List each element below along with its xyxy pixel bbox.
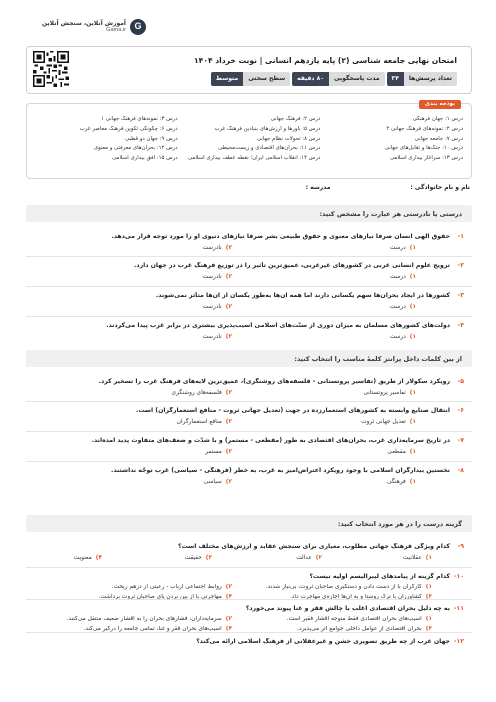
option-text: تعدیل جهانی ثروت xyxy=(361,419,406,425)
answer-option[interactable] xyxy=(42,616,232,623)
option-number: ۱) xyxy=(409,304,416,310)
topic-item: درس ۸: تحولات نظام جهانی xyxy=(256,135,321,142)
answer-option[interactable] xyxy=(202,304,232,311)
question-number: ۹- xyxy=(457,543,464,550)
question-text: ترویج علوم انسانی غربی در کشورهای غیرغربی، عمیق‌ترین تأثیر را در توزیع فرهنگ غرب در جهان دارد. xyxy=(134,262,450,269)
topic-item: درس ۵: باورها و ارزش‌های بنیادین فرهنگ غرب xyxy=(214,125,321,132)
answer-option[interactable] xyxy=(363,390,416,397)
option-text: معنویت xyxy=(73,555,92,561)
topic-item: درس ۱۵: افق بیداری اسلامی xyxy=(112,155,178,161)
question-text: کدام گزینه از پیامدهای لیبرالیسم اولیه نیست؟ xyxy=(309,573,450,580)
option-number: ۲) xyxy=(225,274,232,280)
answer-option[interactable] xyxy=(296,555,322,562)
question-divider xyxy=(26,567,472,568)
option-number: ۱) xyxy=(409,334,416,340)
question-divider xyxy=(26,256,472,257)
answer-option[interactable] xyxy=(42,584,232,591)
stat-value: ۳۴ xyxy=(387,72,404,86)
question-divider xyxy=(26,461,472,462)
answer-option[interactable] xyxy=(242,616,432,623)
option-text: تفاسیر پروتستانی xyxy=(363,390,406,396)
topics-box xyxy=(26,103,472,179)
answer-option[interactable] xyxy=(387,449,416,456)
option-number: ۲) xyxy=(315,555,322,561)
question-text: دولت‌های کشورهای مسلمان به میزان دوری از سنّت‌های اسلامی آسیب‌پذیری بیشتری در برابر غرب پیدا می‌کردند. xyxy=(106,322,450,329)
option-number: ۲) xyxy=(225,390,232,396)
option-text: درست xyxy=(389,274,406,280)
section-title: درستی یا نادرستی هر عبارت را مشخص کنید: xyxy=(26,205,472,222)
student-name-label: نام و نام خانوادگی : xyxy=(410,184,470,191)
question-text: به چه دلیل بحران اقتصادی اغلب با چالش فقر و غنا پیوند می‌خورد؟ xyxy=(245,605,450,612)
question-number: ۱۲- xyxy=(453,638,464,645)
topic-item: درس ۱۱: بحران‌های اقتصادی و زیست‌محیطی xyxy=(218,145,321,152)
stat-label: مدت پاسخگویی xyxy=(329,72,385,86)
question-number: ۶- xyxy=(457,407,464,414)
option-number: ۲) xyxy=(225,449,232,455)
site-branding xyxy=(42,20,126,34)
option-number: ۲) xyxy=(225,419,232,425)
question-number: ۴- xyxy=(457,322,464,329)
answer-option[interactable] xyxy=(172,390,232,397)
answer-option[interactable] xyxy=(403,555,432,562)
question-number: ۲- xyxy=(457,262,464,269)
question-text: نخستین بیدارگران اسلامی با وجود رویکرد اعتراض‌آمیز به غرب، به خطر (فرهنگی - سیاسی) غرب توجّه نداشتند. xyxy=(111,467,450,474)
question-number: ۸- xyxy=(457,467,464,474)
school-label: مدرسه : xyxy=(305,184,331,191)
option-text: نادرست xyxy=(202,245,222,251)
option-number: ۱) xyxy=(409,419,416,425)
question-divider xyxy=(26,632,472,633)
topic-item: درس ۱۰: جنگ‌ها و تقابل‌های جهانی xyxy=(384,145,463,152)
answer-option[interactable] xyxy=(390,245,416,252)
option-text: نادرست xyxy=(202,334,222,340)
option-number: ۱) xyxy=(425,616,432,622)
option-text: مقطعی xyxy=(387,449,406,455)
option-text: مستمر xyxy=(205,449,222,455)
option-number: ۳) xyxy=(205,555,212,561)
option-number: ۱) xyxy=(409,479,416,485)
question-text: رویکرد سکولار از طریق (تفاسیر پروتستانی - فلسفه‌های روشنگری)، عمیق‌ترین لایه‌های فرهنگ غرب را تسخیر کرد. xyxy=(98,378,450,385)
question-text: جهان غرب از چه طریق تصویری خشن و غیرعقلانی از فرهنگ اسلامی ارائه می‌کند؟ xyxy=(196,638,450,645)
option-text: منافع استعمارگران xyxy=(176,419,222,425)
answer-option[interactable] xyxy=(387,479,416,486)
topic-item: درس ۴: نمونه‌های فرهنگ جهانی ۲ xyxy=(386,125,463,132)
stat-label: سطح سختی xyxy=(243,72,290,86)
site-url[interactable]: Gama.ir xyxy=(106,27,126,34)
section-title: گزینه درست را در هر مورد انتخاب کنید: xyxy=(26,515,472,532)
topic-item: درس ۱۴: انقلاب اسلامی ایران؛ نقطه عطف بیداری اسلامی xyxy=(188,155,321,161)
option-number: ۴) xyxy=(95,555,102,561)
exam-title: امتحان نهایی جامعه شناسی (۲) پایه یازدهم انسانی | نوبت خرداد ۱۴۰۴ xyxy=(194,56,457,65)
question-number: ۱۰- xyxy=(453,573,464,580)
option-text: کارگران با از دست دادن و دستگیری صاحبان ثروت، بی‌نیاز شدند. xyxy=(265,584,422,590)
topic-item: درس ۳: نمونه‌های فرهنگ جهانی ۱ xyxy=(101,116,178,122)
topic-item: درس ۷: جامعه جهانی xyxy=(414,135,463,142)
answer-option[interactable] xyxy=(390,274,416,281)
topic-item: درس ۱: جهان فرهنگی xyxy=(412,116,463,122)
question-text: کشورها در ایجاد بحران‌ها سهم یکسانی دارند اما همه آن‌ها به‌طور یکسان از آن‌ها متأثر نمی‌شوند. xyxy=(155,292,450,299)
option-text: حقیقت xyxy=(184,555,202,561)
question-text: در تاریخ سرمایه‌داری غرب، بحران‌های اقتصادی به طور (مقطعی - مستمر) و با شدّت و ضعف‌های متفاوت پدید آمده‌اند. xyxy=(91,437,450,444)
option-number: ۱) xyxy=(409,449,416,455)
answer-option[interactable] xyxy=(361,419,416,426)
option-text: آسیب‌های بحران اقتصادی فقط متوجه اقشار فقیر است. xyxy=(286,616,422,622)
option-text: درست xyxy=(389,245,406,251)
answer-option[interactable] xyxy=(242,584,432,591)
question-divider xyxy=(26,431,472,432)
question-text: کدام ویژگی فرهنگ جهانی مطلوب، معیاری برای سنجش عقاید و ارزش‌های مختلف است؟ xyxy=(178,543,450,550)
question-text: حقوق الهی انسان صرفاً نیازهای معنوی و حقوق طبیعی بشر صرفاً نیازهای دنیوی او را مورد توجه قرار می‌دهد. xyxy=(111,233,450,240)
stat-value: متوسط xyxy=(211,72,243,86)
site-header[interactable] xyxy=(26,14,146,40)
topic-item: درس ۶: چگونگی تکوین فرهنگ معاصر غرب xyxy=(79,125,178,132)
option-text: بحران اقتصادی از عوامل داخلی جوامع اثر می‌پذیرد. xyxy=(297,626,422,632)
answer-option[interactable] xyxy=(202,334,232,341)
option-number: ۲) xyxy=(225,479,232,485)
question-number: ۱۱- xyxy=(453,605,464,612)
option-number: ۱) xyxy=(409,390,416,396)
option-number: ۱) xyxy=(409,245,416,251)
option-number: ۴) xyxy=(225,626,232,632)
stat-question-count xyxy=(387,72,457,86)
topic-item: درس ۲: فرهنگ جهانی xyxy=(270,116,321,122)
topic-grid xyxy=(35,116,463,162)
answer-option[interactable] xyxy=(42,594,232,601)
stat-difficulty xyxy=(211,72,290,86)
option-text: کشاورزان با ترک روستا و به آن‌ها اجازه‌ی مهاجرت داد. xyxy=(289,594,422,600)
stat-value: ۸۰ دقیقه xyxy=(292,72,329,86)
option-text: فرهنگی xyxy=(386,479,406,485)
option-number: ۳) xyxy=(425,626,432,632)
answer-option[interactable] xyxy=(202,274,232,281)
option-number: ۲) xyxy=(225,616,232,622)
qr-code-icon[interactable] xyxy=(33,51,69,87)
option-text: درست xyxy=(389,304,406,310)
option-text: عدالت xyxy=(296,555,312,561)
question-number: ۵- xyxy=(457,378,464,385)
option-text: مهاجرتی با از بین بردن پای صاحبان ثروت برداشت. xyxy=(98,594,222,600)
question-divider xyxy=(26,401,472,402)
answer-option[interactable] xyxy=(390,334,416,341)
gama-logo-icon: G xyxy=(130,19,146,35)
option-number: ۲) xyxy=(225,245,232,251)
option-number: ۱) xyxy=(425,555,432,561)
option-text: روابط اجتماعی ارباب - رعیتی از درهم ریخت. xyxy=(111,584,222,590)
exam-stats xyxy=(211,72,457,86)
answer-option[interactable] xyxy=(185,555,212,562)
question-divider xyxy=(26,286,472,287)
option-text: نادرست xyxy=(202,274,222,280)
exam-title-box xyxy=(26,46,472,94)
option-text: فلسفه‌های روشنگری xyxy=(171,390,222,396)
option-number: ۲) xyxy=(225,334,232,340)
question-divider xyxy=(26,316,472,317)
question-text: انتقال صنایع وابسته به کشورهای استعمارزده در جهت (تعدیل جهانی ثروت - منافع استعمارگران) است. xyxy=(135,407,450,414)
topic-item: درس ۱۲: بحران‌های معرفتی و معنوی xyxy=(93,145,178,152)
answer-option[interactable] xyxy=(242,594,432,601)
answer-option[interactable] xyxy=(177,419,232,426)
stat-label: تعداد پرسش‌ها xyxy=(404,72,457,86)
option-text: نادرست xyxy=(202,304,222,310)
option-text: سیاسی xyxy=(203,479,222,485)
option-number: ۲) xyxy=(225,304,232,310)
answer-option[interactable] xyxy=(390,304,416,311)
option-number: ۱) xyxy=(425,584,432,590)
option-text: درست xyxy=(389,334,406,340)
topics-tag: بودجه بندی xyxy=(419,100,461,109)
question-divider xyxy=(26,599,472,600)
option-text: عقلانیت xyxy=(402,555,422,561)
question-number: ۳- xyxy=(457,292,464,299)
site-name: آموزش آنلاین، سنجش آنلاین xyxy=(41,19,126,27)
answer-option[interactable] xyxy=(202,245,232,252)
answer-option[interactable] xyxy=(204,479,232,486)
section-title: از بین کلمات داخل پرانتز کلمهٔ مناسب را انتخاب کنید: xyxy=(26,350,472,367)
option-text: آسیب‌های بحران فقر و غنا، تمامی جامعه را درگیر می‌کند. xyxy=(83,626,222,632)
student-info-row xyxy=(24,184,470,192)
option-number: ۴) xyxy=(225,594,232,600)
topic-item: درس ۹: جهان دو قطبی xyxy=(124,135,178,142)
option-number: ۲) xyxy=(225,584,232,590)
question-number: ۱- xyxy=(457,233,464,240)
option-text: سرمایه‌داران، فشارهای بحران را به اقشار ضعیف منتقل می‌کنند. xyxy=(66,616,222,622)
topic-item: درس ۱۳: سرآغاز بیداری اسلامی xyxy=(389,155,463,161)
question-number: ۷- xyxy=(457,437,464,444)
answer-option[interactable] xyxy=(205,449,232,456)
option-number: ۱) xyxy=(409,274,416,280)
option-number: ۳) xyxy=(425,594,432,600)
answer-option[interactable] xyxy=(74,555,102,562)
stat-duration xyxy=(292,72,384,86)
